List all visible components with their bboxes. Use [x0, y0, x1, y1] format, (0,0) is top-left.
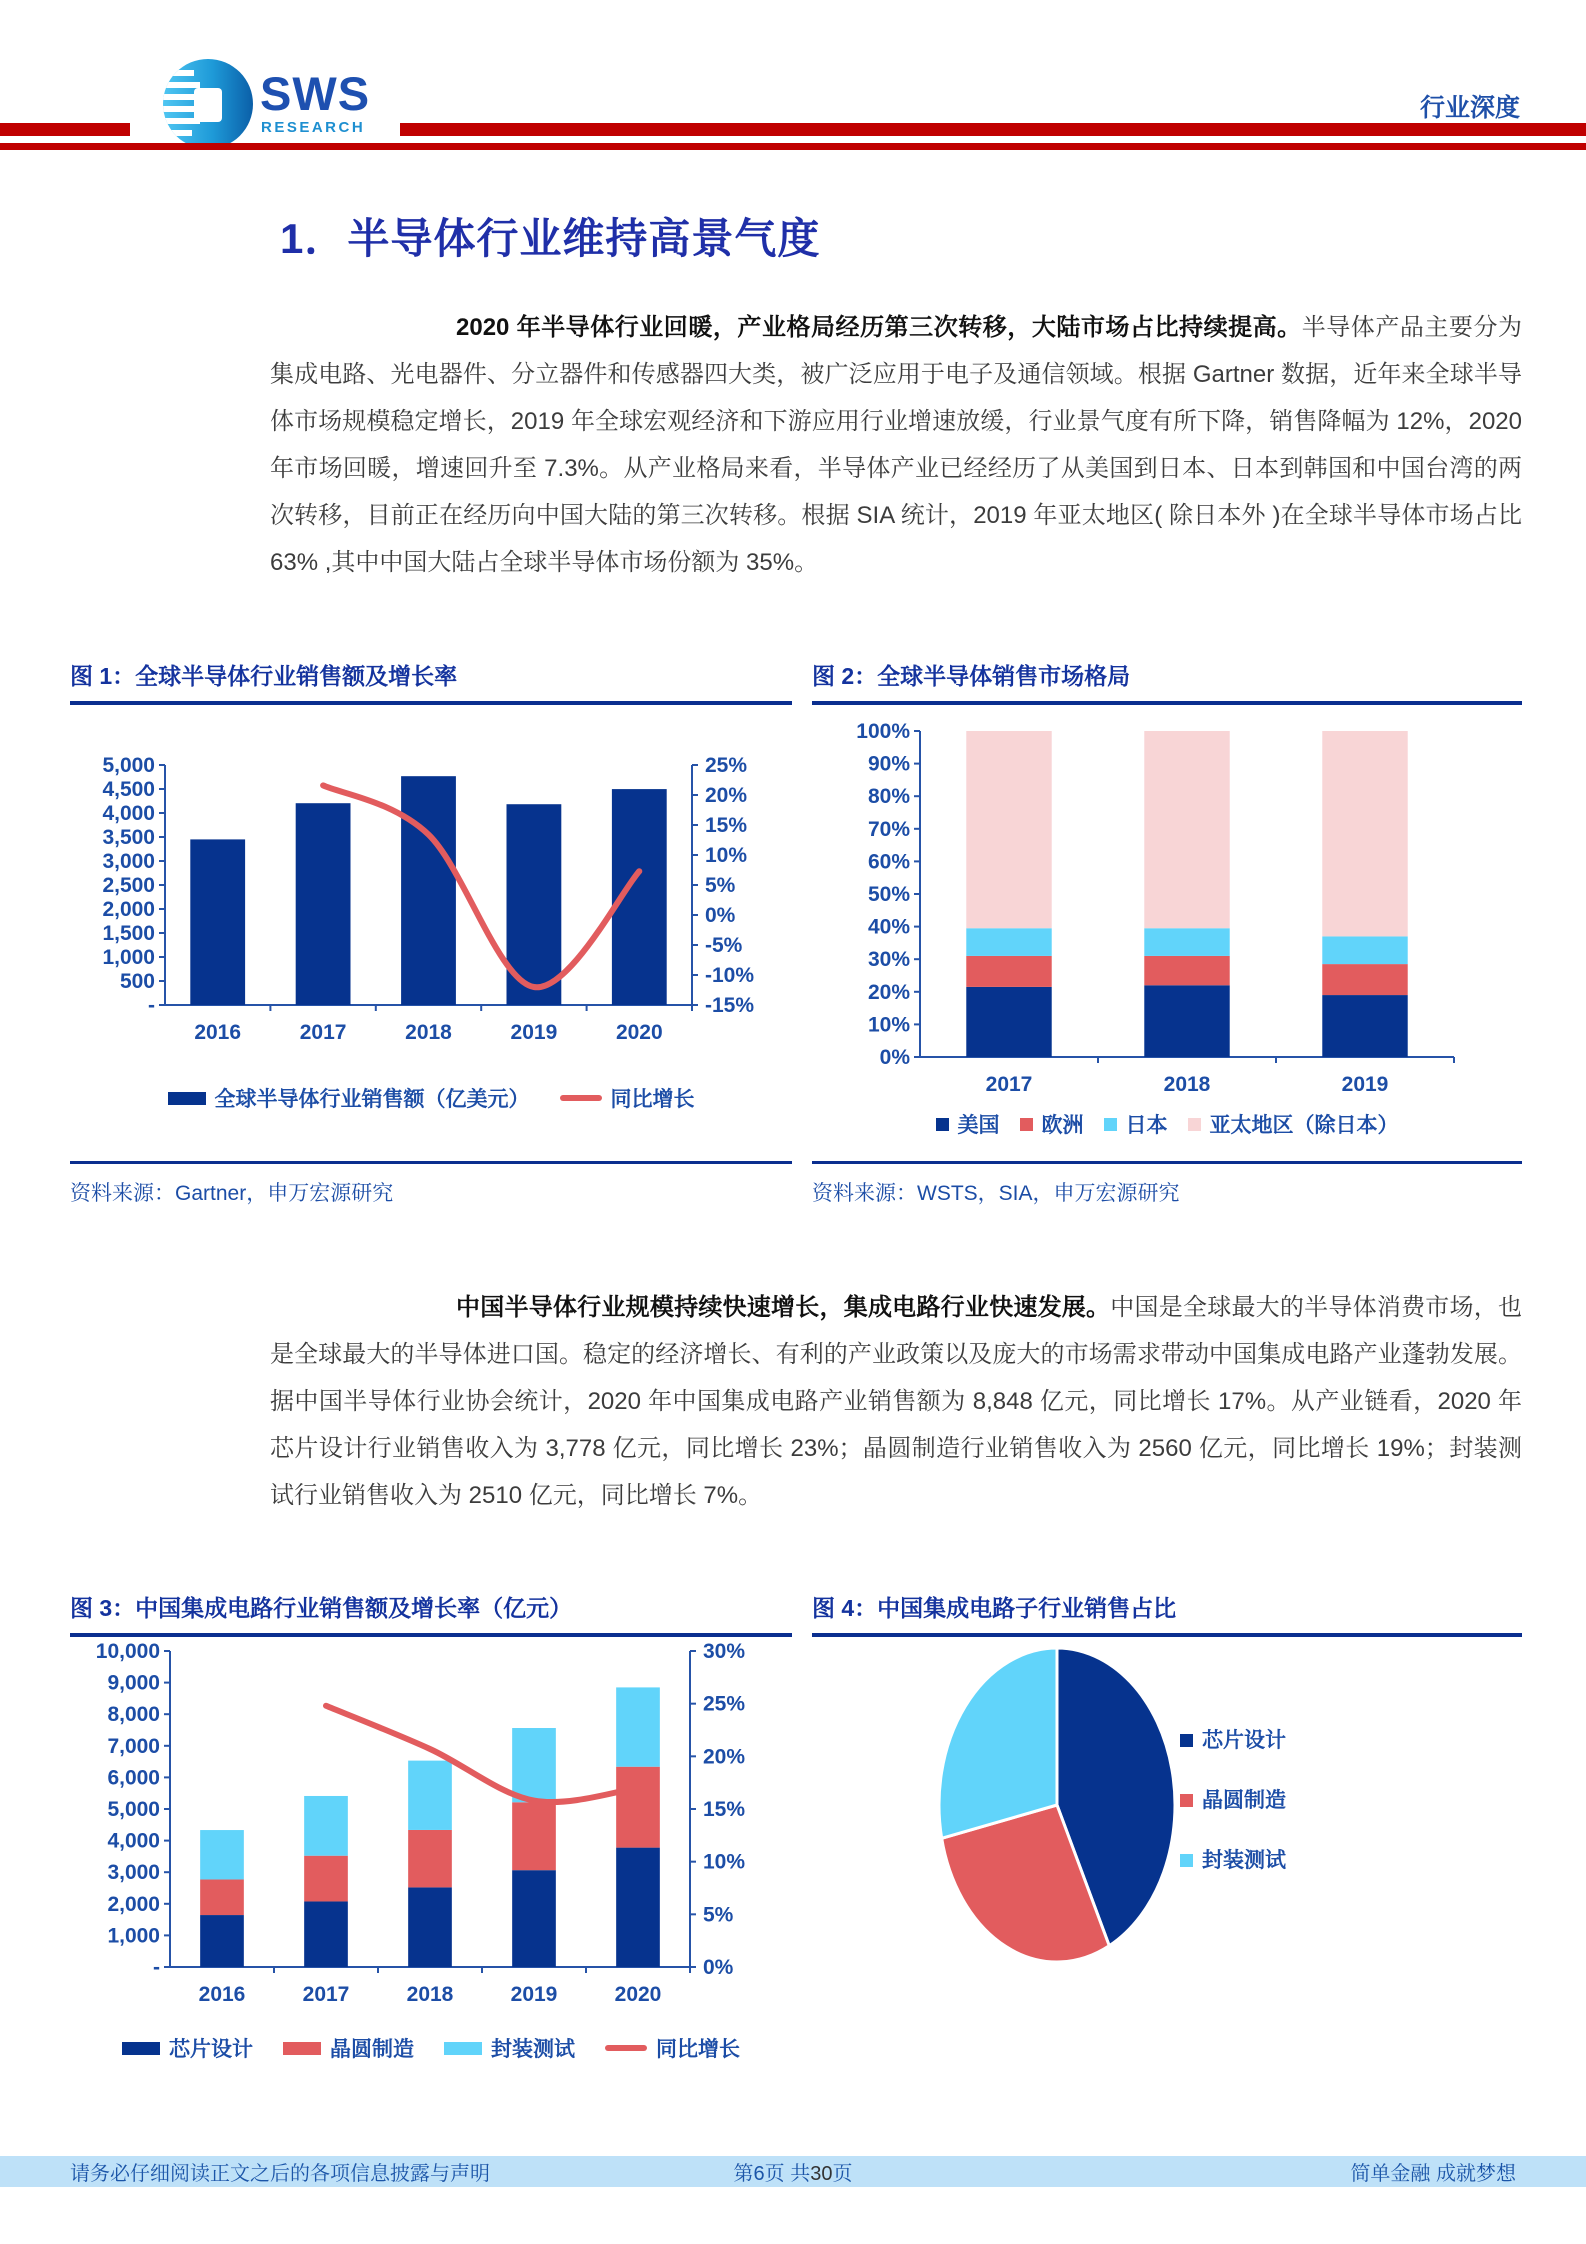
category-label: 2019 [1341, 1073, 1389, 1096]
legend-swatch [1188, 1118, 1201, 1131]
y-axis-tick-label: 5,000 [102, 754, 155, 777]
category-label: 2016 [194, 1021, 242, 1044]
legend-swatch [1180, 1854, 1193, 1867]
figure-1-title: 图 1：全球半导体行业销售额及增长率 [70, 658, 792, 705]
legend-label: 全球半导体行业销售额（亿美元） [214, 1088, 530, 1111]
y-axis-tick-label: 7,000 [107, 1734, 160, 1758]
legend-label: 同比增长 [656, 2038, 740, 2061]
paragraph-2-body: 中国是全球最大的半导体消费市场，也是全球最大的半导体进口国。稳定的经济增长、有利的产业政策以及庞大的市场需求带动中国集成电路产业蓬勃发展。据中国半导体行业协会统计，2020 年中国集成电路产业销售额为 8,848 亿元，同比增长 17%。从产业链看，2020 年芯片设计行业销售收入为 3,778 亿元，同比增长 23%；晶圆制造行业销售收入为 2560 亿元，同比增长 19%；封装测试行业销售收入为 2510 亿元，同比增长 7%。 [270, 1294, 1523, 1509]
figure-4 [812, 1590, 1522, 2075]
figure-2-legend [812, 1109, 1522, 1139]
category-label: 2017 [985, 1073, 1033, 1096]
legend-label: 亚太地区（除日本） [1209, 1114, 1399, 1137]
figure-3 [70, 1590, 792, 2075]
y-axis-tick-label: 3,000 [107, 1861, 160, 1885]
category-label: 2019 [510, 1983, 558, 2006]
figure-2-title: 图 2：全球半导体销售市场格局 [812, 658, 1522, 705]
y-axis-tick-label: 80% [867, 785, 910, 809]
legend-swatch [1180, 1794, 1193, 1807]
y-axis-tick-label: 1,000 [102, 946, 155, 969]
y-axis-tick-label: 70% [867, 817, 910, 841]
bar-segment [1144, 928, 1229, 956]
y-axis-tick-label: 4,000 [102, 802, 155, 825]
bar-segment [616, 1687, 660, 1766]
y-axis-tick-label: 6,000 [107, 1766, 160, 1790]
bar-segment [1144, 985, 1229, 1057]
footer-slogan: 简单金融 成就梦想 [1350, 2163, 1516, 2185]
bar-segment [1322, 731, 1407, 936]
y-axis-tick-label: 2,000 [102, 898, 155, 921]
paragraph-1 [270, 304, 1522, 586]
section-heading: 1．半导体行业维持高景气度 [280, 215, 821, 262]
secondary-axis-tick-label: 20% [705, 784, 748, 807]
legend-label: 同比增长 [610, 1088, 695, 1111]
legend-swatch [168, 1092, 206, 1105]
category-label: 2016 [198, 1983, 246, 2006]
secondary-axis-tick-label: 0% [703, 1956, 734, 1979]
footer-page-prefix: 第6页 共 [733, 2163, 811, 2185]
bar-segment [1144, 731, 1229, 928]
y-axis-tick-label: 20% [867, 980, 910, 1004]
report-category-label: 行业深度 [1419, 94, 1520, 122]
bar-segment [200, 1879, 244, 1915]
legend-item [936, 1109, 1000, 1139]
secondary-axis-tick-label: 25% [705, 754, 748, 777]
legend-line-swatch [605, 2045, 647, 2051]
figure-2-chart [812, 705, 1522, 1105]
bar-segment [200, 1830, 244, 1879]
figure-2-source: 资料来源：WSTS，SIA，申万宏源研究 [812, 1161, 1522, 1207]
y-axis-tick-label: 10% [867, 1013, 910, 1037]
legend-label: 晶圆制造 [330, 2038, 414, 2061]
footer-disclaimer: 请务必仔细阅读正文之后的各项信息披露与声明 [70, 2163, 490, 2185]
y-axis-tick-label: 60% [867, 850, 910, 874]
legend-label: 芯片设计 [1202, 1729, 1286, 1752]
y-axis-tick-label: - [153, 1956, 160, 1979]
secondary-axis-tick-label: 20% [703, 1745, 746, 1769]
bar-segment [1144, 956, 1229, 985]
category-label: 2020 [614, 1983, 662, 2006]
bar-segment [512, 1870, 556, 1967]
category-label: 2018 [406, 1983, 454, 2006]
legend-item [283, 2033, 414, 2063]
figure-4-title: 图 4：中国集成电路子行业销售占比 [812, 1590, 1522, 1637]
bar-segment [408, 1761, 452, 1830]
y-axis-tick-label: 9,000 [107, 1671, 160, 1695]
y-axis-tick-label: - [148, 994, 155, 1017]
legend-item [560, 1083, 695, 1113]
sws-logo-icon [162, 58, 254, 150]
secondary-axis-tick-label: 10% [705, 844, 748, 867]
y-axis-tick-label: 2,500 [102, 874, 155, 897]
category-label: 2018 [1163, 1073, 1211, 1096]
y-axis-tick-label: 2,000 [107, 1892, 160, 1916]
legend-item [168, 1083, 530, 1113]
bar-segment [200, 1915, 244, 1967]
figure-3-legend [70, 2033, 792, 2063]
y-axis-tick-label: 1,000 [107, 1924, 160, 1948]
legend-item [1020, 1109, 1084, 1139]
footer-page-suffix: 页 [832, 2163, 853, 2185]
bar-segment [512, 1802, 556, 1870]
secondary-axis-tick-label: 15% [703, 1798, 746, 1821]
legend-label: 美国 [957, 1114, 1000, 1137]
paragraph-1-body: 半导体产品主要分为集成电路、光电器件、分立器件和传感器四大类，被广泛应用于电子及通信领域。根据 Gartner 数据，近年来全球半导体市场规模稳定增长，2019 年全球宏观经济和下游应用行业增速放缓，行业景气度有所下降，销售降幅为 12%，2020 年市场回暖，增速回升至 7.3%。从产业格局来看，半导体产业已经经历了从美国到日本、日本到韩国和中国台湾的两次转移，目前正在经历向中国大陆的第三次转移。根据 SIA 统计，2019 年亚太地区( 除日本外 )在全球半导体市场占比 63% ,其中中国大陆占全球半导体市场份额为 35%。 [270, 314, 1522, 576]
bar-segment [408, 1830, 452, 1887]
category-label: 2017 [299, 1021, 347, 1044]
bar-segment [401, 776, 456, 1005]
figure-1-chart [70, 705, 792, 1079]
y-axis-tick-label: 1,500 [102, 922, 155, 945]
secondary-axis-tick-label: 25% [703, 1692, 746, 1716]
bar-segment [304, 1796, 348, 1856]
bar-segment [1322, 964, 1407, 995]
legend-label: 欧洲 [1041, 1114, 1084, 1137]
header-red-bar-left [0, 123, 130, 136]
figure-2 [812, 658, 1522, 1207]
footer-page-total: 30 [810, 2163, 833, 2185]
y-axis-tick-label: 3,000 [102, 850, 155, 873]
legend-swatch [1020, 1118, 1033, 1131]
legend-line-swatch [560, 1095, 602, 1101]
legend-label: 晶圆制造 [1202, 1789, 1286, 1812]
legend-item [1104, 1109, 1168, 1139]
secondary-axis-tick-label: 5% [703, 1903, 734, 1927]
legend-label: 封装测试 [1202, 1849, 1286, 1872]
figure-3-chart [70, 1637, 792, 2029]
growth-line [326, 1706, 638, 1802]
secondary-axis-tick-label: 0% [705, 904, 736, 927]
page-footer [0, 2156, 1586, 2187]
bar-segment [616, 1767, 660, 1848]
header-red-bar-main [400, 123, 1586, 136]
paragraph-2-lead: 中国半导体行业规模持续快速增长，集成电路行业快速发展。 [456, 1294, 1111, 1321]
y-axis-tick-label: 0% [879, 1046, 910, 1069]
category-label: 2018 [405, 1021, 452, 1044]
bar-segment [966, 731, 1051, 928]
bar-segment [304, 1901, 348, 1967]
y-axis-tick-label: 4,500 [102, 778, 155, 801]
bar-segment [966, 987, 1051, 1057]
bar-segment [1322, 995, 1407, 1057]
bar-segment [616, 1848, 660, 1967]
legend-item [122, 2033, 253, 2063]
figure-3-title: 图 3：中国集成电路行业销售额及增长率（亿元） [70, 1590, 792, 1637]
legend-label: 封装测试 [491, 2038, 575, 2061]
secondary-axis-tick-label: -5% [705, 934, 743, 957]
figure-1-source: 资料来源：Gartner，申万宏源研究 [70, 1161, 792, 1207]
y-axis-tick-label: 500 [119, 970, 155, 993]
legend-label: 日本 [1125, 1114, 1168, 1137]
growth-line [323, 785, 639, 987]
y-axis-tick-label: 3,500 [102, 826, 155, 849]
legend-swatch [444, 2042, 482, 2055]
header-red-rule [0, 143, 1586, 150]
secondary-axis-tick-label: 15% [705, 814, 748, 837]
bar-segment [966, 956, 1051, 987]
y-axis-tick-label: 50% [867, 883, 910, 906]
y-axis-tick-label: 40% [867, 915, 910, 939]
y-axis-tick-label: 4,000 [107, 1829, 160, 1853]
logo-text-research: RESEARCH [261, 119, 366, 136]
category-label: 2019 [510, 1021, 558, 1044]
legend-label: 芯片设计 [169, 2038, 253, 2061]
bar-segment [304, 1856, 348, 1902]
legend-swatch [1180, 1734, 1193, 1747]
legend-swatch [283, 2042, 321, 2055]
y-axis-tick-label: 90% [867, 752, 910, 776]
secondary-axis-tick-label: -10% [705, 964, 755, 987]
legend-item [1188, 1109, 1399, 1139]
bar-segment [408, 1887, 452, 1967]
secondary-axis-tick-label: 10% [703, 1850, 746, 1874]
figure-1-legend [70, 1083, 792, 1113]
figure-1 [70, 658, 792, 1207]
bar-segment [190, 839, 245, 1005]
category-label: 2017 [302, 1983, 350, 2006]
pie-slice [939, 1648, 1057, 1838]
y-axis-tick-label: 30% [867, 948, 910, 972]
y-axis-tick-label: 100% [856, 720, 910, 743]
bar-segment [1322, 936, 1407, 964]
figure-4-chart [812, 1637, 1522, 1982]
y-axis-tick-label: 5,000 [107, 1798, 160, 1821]
bar-segment [296, 803, 351, 1005]
secondary-axis-tick-label: 30% [703, 1640, 746, 1663]
bar-segment [966, 928, 1051, 956]
y-axis-tick-label: 10,000 [95, 1640, 160, 1663]
paragraph-2 [270, 1284, 1522, 1519]
logo-text-sws: SWS [260, 67, 371, 120]
category-label: 2020 [615, 1021, 663, 1044]
legend-swatch [1104, 1118, 1117, 1131]
legend-item [605, 2033, 740, 2063]
secondary-axis-tick-label: -15% [705, 994, 755, 1017]
footer-page-number [0, 2157, 1586, 2186]
secondary-axis-tick-label: 5% [705, 874, 736, 897]
legend-swatch [122, 2042, 160, 2055]
paragraph-1-lead: 2020 年半导体行业回暖，产业格局经历第三次转移，大陆市场占比持续提高。 [456, 314, 1302, 341]
legend-swatch [936, 1118, 949, 1131]
legend-item [444, 2033, 575, 2063]
y-axis-tick-label: 8,000 [107, 1703, 160, 1727]
bar-segment [512, 1728, 556, 1802]
